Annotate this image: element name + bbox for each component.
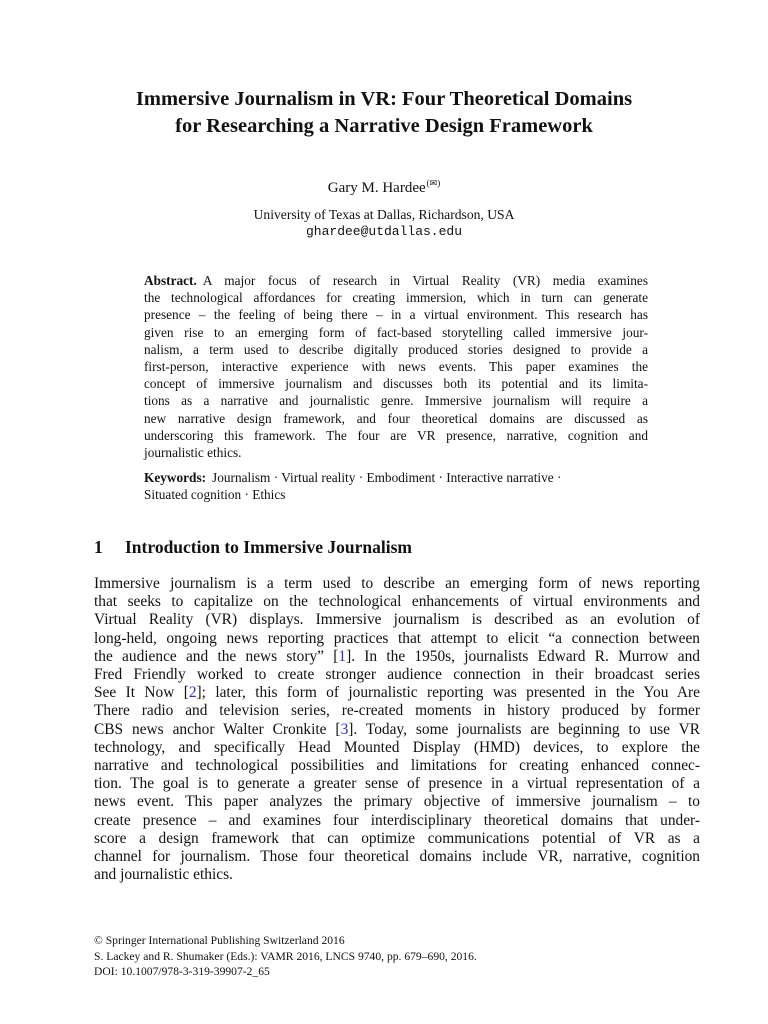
body-line: create presence – and examines four interdisciplinary theoretical domains that under- [94, 811, 700, 829]
author-line [0, 173, 768, 198]
abstract-line: underscoring this framework. The four are VR presence, narrative, cognition and [144, 427, 648, 443]
footer-line: S. Lackey and R. Shumaker (Eds.): VAMR 2016, LNCS 9740, pp. 679–690, 2016. [94, 949, 477, 963]
keywords-label: Keywords: [144, 470, 207, 485]
title-line: for Researching a Narrative Design Framework [175, 115, 593, 137]
copyright-footer [94, 933, 477, 980]
abstract-line: Abstract. A major focus of research in Virtual Reality (VR) media examines [144, 273, 648, 288]
author-email[interactable]: ghardee@utdallas.edu [305, 224, 463, 239]
body-line: that seeks to capitalize on the technological enhancements of virtual environments and [94, 593, 700, 611]
citation-link[interactable]: 1 [338, 647, 347, 665]
abstract-label: Abstract. [144, 273, 197, 288]
affiliation: University of Texas at Dallas, Richardson, USA [253, 207, 515, 222]
body-line: and journalistic ethics. [94, 866, 233, 884]
abstract-line: journalistic ethics. [144, 445, 242, 461]
citation-link[interactable]: 2 [188, 684, 197, 702]
paper-title [60, 86, 708, 140]
title-line: Immersive Journalism in VR: Four Theoretical Domains [135, 88, 633, 110]
abstract-line: nalism, a term used to describe digitally produced stories designed to provide a [144, 341, 648, 357]
body-line: news event. This paper analyzes the primary objective of immersive journalism – to [94, 793, 700, 811]
footer-doi: DOI: 10.1007/978-3-319-39907-2_65 [94, 965, 270, 978]
body-line: See It Now [2]; later, this form of journalistic reporting was presented in the You Are [94, 684, 700, 702]
body-line: There radio and television series, re-created moments in history produced by former [94, 702, 700, 720]
body-line: Fred Friendly worked to create stronger audience connection in their broadcast series [94, 666, 700, 684]
keywords-line: Keywords: Journalism · Virtual reality · Embodiment · Interactive narrative · [144, 470, 562, 485]
body-line: CBS news anchor Walter Cronkite [3]. Today, some journalists are beginning to use VR [94, 720, 700, 738]
body-line: narrative and technological possibilities and limitations for creating enhanced connec- [94, 757, 700, 775]
body-line: the audience and the news story” [1]. In the 1950s, journalists Edward R. Murrow and [94, 647, 700, 665]
body-paragraph [94, 575, 700, 884]
abstract-line: presence – the feeling of being there – in a virtual environment. This research has [144, 307, 648, 323]
body-line: technology, and specifically Head Mounted Display (HMD) devices, to explore the [94, 738, 700, 756]
keywords [144, 469, 654, 503]
body-line: Virtual Reality (VR) displays. Immersive journalism is described as an evolution of [94, 611, 700, 629]
abstract-line: given rise to an emerging form of fact-based storytelling called immersive jour- [144, 324, 648, 340]
section-title: Introduction to Immersive Journalism [125, 537, 412, 557]
abstract-line: the technological affordances for creating immersion, which in turn can generate [144, 290, 648, 306]
abstract-line: tions as a narrative and journalistic genre. Immersive journalism will require a [144, 393, 648, 409]
citation-link[interactable]: 3 [340, 720, 349, 738]
section-number: 1 [94, 537, 103, 557]
author-name: Gary M. Hardee [327, 180, 426, 196]
body-line: tion. The goal is to generate a greater sense of presence in a virtual representation of a [94, 775, 700, 793]
section-heading [94, 536, 412, 558]
abstract-line: first-person, interactive experience with news events. This paper examines the [144, 359, 648, 375]
keywords-line: Situated cognition · Ethics [144, 487, 286, 503]
footer-line: © Springer International Publishing Switzerland 2016 [94, 934, 345, 947]
envelope-icon: (✉) [426, 178, 441, 188]
abstract [144, 272, 648, 461]
abstract-line: concept of immersive journalism and discusses both its potential and its limita- [144, 376, 648, 392]
body-line: score a design framework that can optimize communications potential of VR as a [94, 829, 700, 847]
abstract-line: new narrative design framework, and four theoretical domains are discussed as [144, 410, 648, 426]
body-line: Immersive journalism is a term used to describe an emerging form of news reporting [94, 575, 700, 592]
body-line: long-held, ongoing news reporting practices that attempt to elicit “a connection between [94, 629, 700, 647]
body-line: channel for journalism. Those four theoretical domains include VR, narrative, cognition [94, 848, 700, 866]
